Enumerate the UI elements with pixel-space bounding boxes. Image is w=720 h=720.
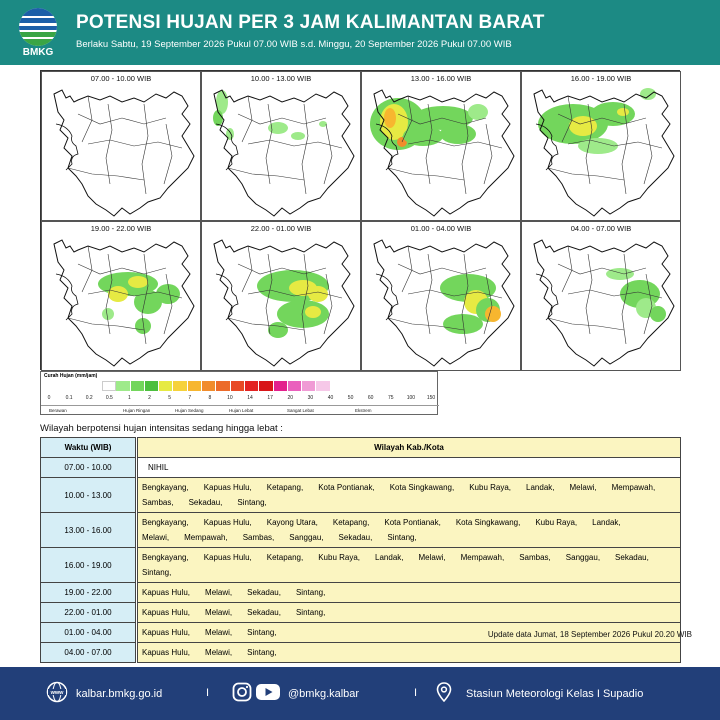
time-cell: 10.00 - 13.00	[41, 478, 136, 513]
legend-value: 14	[247, 395, 253, 401]
legend-category: Sangat Lebat	[287, 408, 314, 413]
table-row	[41, 603, 681, 623]
rain-area	[650, 306, 666, 322]
legend-color-scale	[102, 381, 331, 391]
panel-time-label: 22.00 - 01.00 WIB	[250, 224, 312, 233]
instagram-icon	[232, 682, 252, 705]
table-header-region: Wilayah Kab./Kota	[138, 438, 681, 458]
region-name: Kapuas Hulu,	[142, 648, 191, 657]
region-name: Landak,	[375, 553, 404, 562]
legend-category: Berawan	[49, 408, 67, 413]
region-name: Sekadau,	[188, 498, 223, 507]
region-name: Kubu Raya,	[469, 483, 512, 492]
legend-value: 60	[367, 395, 374, 401]
region-name: Sintang,	[387, 533, 417, 542]
time-cell: 04.00 - 07.00	[41, 643, 136, 663]
rain-map-panel	[201, 71, 361, 221]
regency-boundary	[82, 246, 92, 292]
legend-value: 30	[307, 395, 314, 401]
legend-value: 5	[168, 395, 172, 401]
rain-area	[403, 126, 443, 146]
rain-area	[305, 306, 321, 318]
location-pin-icon	[436, 682, 452, 705]
region-name: Melawi,	[205, 628, 233, 637]
rain-map-panel	[521, 221, 681, 371]
footer-bar	[0, 667, 720, 720]
panel-time-label: 16.00 - 19.00 WIB	[570, 74, 632, 83]
province-boundary	[214, 240, 354, 366]
coastline	[216, 274, 238, 320]
legend-title: Curah Hujan (mm/jam)	[44, 373, 98, 379]
region-name: Sintang,	[295, 608, 326, 617]
legend-category: Hujan Lebat	[229, 408, 254, 413]
region-name: Melawi,	[205, 608, 233, 617]
legend-categories	[41, 405, 439, 415]
header-banner	[0, 0, 720, 65]
legend-color-swatch	[231, 381, 245, 391]
rain-area	[443, 314, 483, 334]
website-text: kalbar.bmkg.go.id	[76, 687, 163, 700]
rain-area	[319, 121, 327, 127]
rain-map-panel	[521, 71, 681, 221]
regency-boundary	[68, 318, 144, 330]
region-name: Melawi,	[418, 553, 446, 562]
kalbar-map	[208, 84, 356, 220]
region-name: Mempawah,	[184, 533, 228, 542]
legend-color-swatch	[202, 381, 216, 391]
rain-area	[226, 128, 234, 140]
panel-time-label: 19.00 - 22.00 WIB	[90, 224, 152, 233]
logo-text: BMKG	[22, 47, 54, 58]
rain-area	[102, 308, 114, 320]
kalbar-map	[48, 234, 196, 370]
panel-time-label: 04.00 - 07.00 WIB	[570, 224, 632, 233]
regency-boundary	[106, 104, 112, 184]
legend-value: 0.1	[65, 395, 73, 401]
table-row	[41, 478, 681, 513]
rain-area	[569, 116, 597, 136]
region-cell	[138, 513, 681, 548]
region-name: Sanggau,	[565, 553, 601, 562]
region-name: Melawi,	[205, 648, 233, 657]
table-row	[41, 548, 681, 583]
region-name: Sintang,	[247, 628, 277, 637]
footer-station[interactable]	[436, 667, 643, 720]
regency-boundary	[562, 246, 572, 292]
rain-area	[440, 124, 476, 144]
legend-value: 100	[406, 395, 416, 401]
footer-separator: I	[206, 687, 210, 699]
rain-area	[277, 300, 329, 328]
legend-value: 0.2	[85, 395, 93, 401]
kalbar-map	[368, 84, 516, 220]
panel-time-label: 07.00 - 10.00 WIB	[90, 74, 152, 83]
region-name: Kapuas Hulu,	[203, 518, 252, 527]
rain-map-panel	[201, 221, 361, 371]
region-name: Kubu Raya,	[535, 518, 578, 527]
panel-time-label: 13.00 - 16.00 WIB	[410, 74, 472, 83]
legend-color-swatch	[102, 381, 116, 391]
legend-value: 8	[208, 395, 212, 401]
region-name: Landak,	[592, 518, 621, 527]
rain-area	[640, 88, 656, 100]
panel-time-label: 01.00 - 04.00 WIB	[410, 224, 472, 233]
bmkg-logo	[14, 8, 62, 60]
legend-color-swatch	[245, 381, 259, 391]
region-cell	[138, 548, 681, 583]
rain-area	[485, 306, 501, 322]
intro-text: Wilayah berpotensi hujan intensitas sedang hingga lebat :	[40, 423, 283, 434]
legend-value: 7	[188, 395, 192, 401]
region-name: Sintang,	[295, 588, 326, 597]
kalbar-map	[528, 84, 676, 220]
region-name: Bengkayang,	[142, 553, 189, 562]
youtube-icon	[256, 683, 280, 704]
region-name: Sintang,	[142, 568, 172, 577]
rain-map-panel	[361, 71, 521, 221]
regency-boundary	[586, 254, 592, 334]
station-text: Stasiun Meteorologi Kelas I Supadio	[466, 687, 644, 700]
region-name: Kapuas Hulu,	[203, 483, 252, 492]
regency-boundary	[426, 254, 432, 334]
region-name: Ketapang,	[332, 518, 370, 527]
kalbar-map	[208, 234, 356, 370]
region-name: Sintang,	[247, 648, 277, 657]
coastline	[56, 124, 78, 170]
legend-value: 40	[327, 395, 334, 401]
region-name: Sanggau,	[289, 533, 324, 542]
region-name: Kapuas Hulu,	[142, 628, 191, 637]
region-name: Kota Pontianak,	[384, 518, 441, 527]
region-name: Kota Singkawang,	[455, 518, 521, 527]
legend-value: 17	[267, 395, 273, 401]
regency-boundary	[142, 104, 148, 194]
legend-value: 20	[287, 395, 294, 401]
region-cell	[138, 458, 681, 478]
rain-area	[156, 284, 180, 304]
region-name: NIHIL	[148, 463, 169, 472]
rain-area	[268, 322, 288, 338]
rain-map-panel	[41, 221, 201, 371]
coastline	[536, 274, 558, 320]
regency-boundary	[388, 168, 464, 180]
regency-boundary	[68, 168, 144, 180]
legend-category: Ekstrem	[355, 408, 372, 413]
legend-color-swatch	[188, 381, 202, 391]
region-name: Sintang,	[237, 498, 267, 507]
update-timestamp: Update data Jumat, 18 September 2026 Pukul 20.20 WIB	[487, 630, 692, 639]
svg-text:www: www	[50, 690, 64, 697]
legend-values	[41, 395, 439, 403]
regency-boundary	[82, 96, 92, 142]
legend-color-swatch	[302, 381, 316, 391]
legend-value: 50	[347, 395, 354, 401]
province-boundary	[214, 90, 354, 216]
region-cell	[138, 583, 681, 603]
regency-boundary	[242, 246, 252, 292]
legend-color-swatch	[316, 381, 330, 391]
rain-area	[291, 132, 305, 140]
region-name: Kubu Raya,	[318, 553, 361, 562]
legend-color-swatch	[274, 381, 288, 391]
region-cell	[138, 603, 681, 623]
time-cell: 07.00 - 10.00	[41, 458, 136, 478]
page-title: POTENSI HUJAN PER 3 JAM KALIMANTAN BARAT	[76, 12, 545, 33]
province-boundary	[54, 90, 194, 216]
regency-boundary	[644, 124, 652, 184]
region-cell	[138, 478, 681, 513]
region-name: Sambas,	[519, 553, 551, 562]
table-row	[41, 513, 681, 548]
time-cell: 13.00 - 16.00	[41, 513, 136, 548]
time-cell: 01.00 - 04.00	[41, 623, 136, 643]
footer-separator: I	[414, 687, 418, 699]
region-name: Melawi,	[142, 533, 170, 542]
region-name: Kota Pontianak,	[318, 483, 375, 492]
rain-area	[578, 138, 618, 154]
legend-color-swatch	[259, 381, 273, 391]
panel-time-label: 10.00 - 13.00 WIB	[250, 74, 312, 83]
time-cell: 16.00 - 19.00	[41, 548, 136, 583]
kalbar-map	[368, 234, 516, 370]
rain-area	[128, 276, 148, 288]
regency-boundary	[242, 96, 252, 142]
regency-boundary	[228, 168, 304, 180]
rain-map-panel	[361, 221, 521, 371]
regency-boundary	[402, 246, 412, 292]
legend-color-swatch	[116, 381, 130, 391]
time-cell: 22.00 - 01.00	[41, 603, 136, 623]
legend-value: 1	[128, 395, 131, 401]
region-name: Bengkayang,	[142, 483, 189, 492]
region-name: Sekadau,	[615, 553, 649, 562]
legend-value: 150	[426, 395, 436, 401]
region-name: Mempawah,	[611, 483, 656, 492]
legend-value: 75	[388, 395, 394, 401]
regency-boundary	[548, 168, 624, 180]
region-name: Kota Singkawang,	[389, 483, 455, 492]
legend-category: Hujan Ringan	[123, 408, 151, 413]
rainfall-legend	[40, 371, 438, 415]
regency-boundary	[88, 140, 182, 148]
rain-map-panel	[41, 71, 201, 221]
legend-value: 2	[148, 395, 151, 401]
region-name: Ketapang,	[266, 483, 304, 492]
region-name: Bengkayang,	[142, 518, 189, 527]
time-cell: 19.00 - 22.00	[41, 583, 136, 603]
region-name: Sekadau,	[247, 588, 281, 597]
legend-color-swatch	[145, 381, 159, 391]
rain-area	[591, 102, 635, 126]
legend-color-swatch	[131, 381, 145, 391]
regency-boundary	[266, 104, 272, 184]
rain-area	[617, 108, 629, 116]
footer-website[interactable]	[46, 667, 162, 720]
footer-social[interactable]	[232, 667, 359, 720]
table-row	[41, 643, 681, 663]
region-name: Sekadau,	[247, 608, 281, 617]
region-name: Sambas,	[242, 533, 275, 542]
kalbar-map	[528, 234, 676, 370]
region-name: Melawi,	[569, 483, 597, 492]
kalbar-map	[48, 84, 196, 220]
table-row	[41, 458, 681, 478]
table-header-time: Waktu (WIB)	[41, 438, 136, 458]
region-name: Kayong Utara,	[266, 518, 318, 527]
region-name: Landak,	[526, 483, 555, 492]
legend-color-swatch	[173, 381, 187, 391]
legend-color-swatch	[216, 381, 230, 391]
region-name: Sambas,	[142, 498, 174, 507]
legend-value: 0	[47, 395, 51, 401]
region-name: Melawi,	[205, 588, 233, 597]
coastline	[56, 274, 78, 320]
region-name: Mempawah,	[460, 553, 505, 562]
region-name: Ketapang,	[266, 553, 304, 562]
regency-boundary	[302, 104, 308, 194]
legend-value: 0.5	[105, 395, 113, 401]
globe-www-icon	[46, 681, 68, 706]
legend-category: Hujan Sedang	[175, 408, 204, 413]
regency-boundary	[164, 124, 172, 184]
rain-area	[384, 108, 396, 128]
map-grid	[40, 70, 680, 370]
table-row	[41, 583, 681, 603]
legend-color-swatch	[288, 381, 302, 391]
regency-boundary	[484, 124, 492, 184]
coastline	[376, 274, 398, 320]
rain-area	[606, 268, 634, 280]
social-handle-text: @bmkg.kalbar	[288, 687, 360, 700]
rain-area	[468, 104, 488, 120]
legend-color-swatch	[159, 381, 173, 391]
page-subtitle: Berlaku Sabtu, 19 September 2026 Pukul 07.00 WIB s.d. Minggu, 20 September 2026 Pukul 07.00 WIB	[76, 39, 512, 50]
region-name: Kapuas Hulu,	[142, 588, 191, 597]
legend-value: 10	[227, 395, 233, 401]
regency-boundary	[324, 124, 332, 184]
region-cell	[138, 643, 681, 663]
regency-boundary	[248, 140, 342, 148]
region-name: Kapuas Hulu,	[142, 608, 191, 617]
region-name: Kapuas Hulu,	[203, 553, 252, 562]
region-name: Sekadau,	[338, 533, 373, 542]
regency-boundary	[548, 318, 624, 330]
